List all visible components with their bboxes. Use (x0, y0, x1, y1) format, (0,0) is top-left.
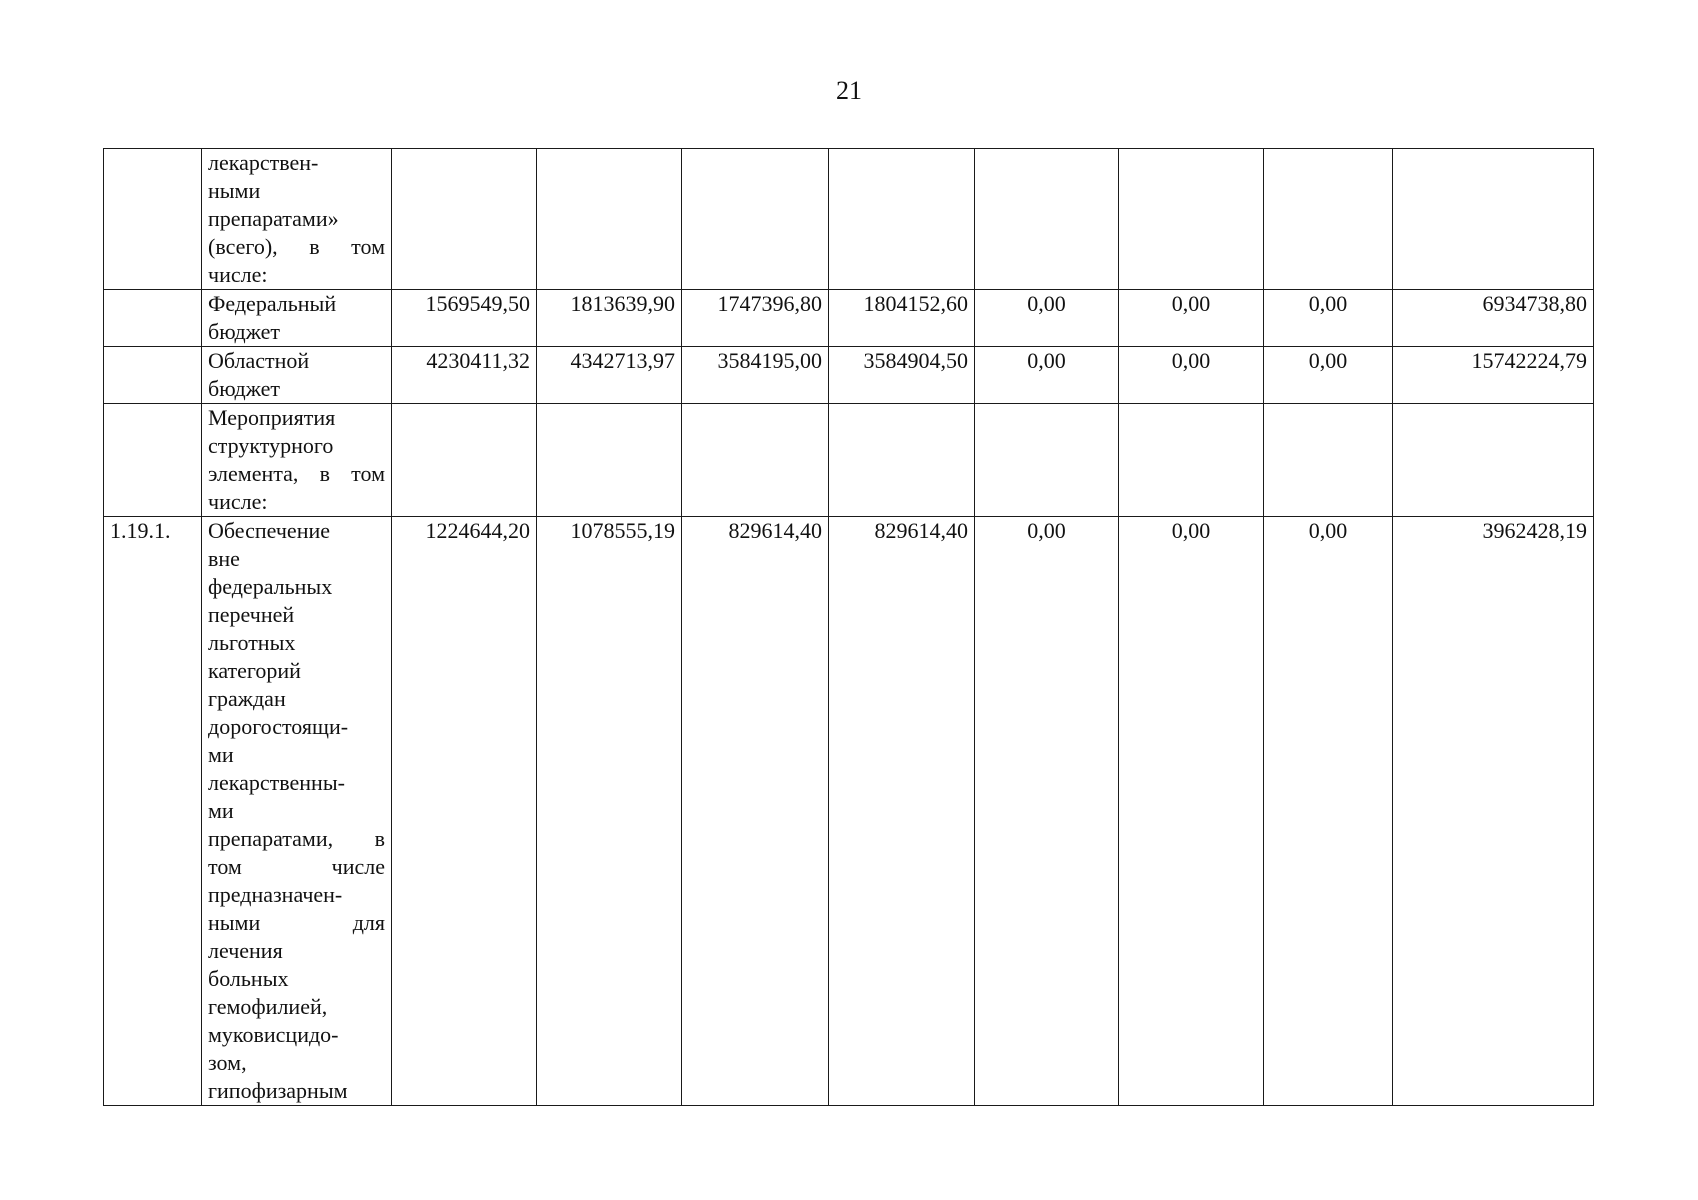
row-name-line: дорогостоящи- (208, 714, 349, 739)
row-name-line: том числе (208, 854, 385, 879)
row-name-line: льготных (208, 630, 296, 655)
budget-table (103, 148, 1594, 1106)
row-name-line: больных (208, 966, 289, 991)
row-name-line: элемента, в том (208, 461, 385, 486)
row-name-line: граждан (208, 686, 286, 711)
value-cell-5: 0,00 (975, 347, 1119, 404)
row-name-line: Обеспечение (208, 518, 330, 543)
value-cell-4 (829, 404, 975, 517)
value-cell-1: 1224644,20 (392, 517, 537, 1106)
row-name-line: федеральных (208, 574, 333, 599)
row-name-line: гемофилией, (208, 994, 328, 1019)
row-name-line: числе: (208, 489, 268, 514)
row-name-line: бюджет (208, 319, 280, 344)
value-cell-3 (682, 149, 829, 290)
row-name-cell (202, 290, 392, 347)
value-cell-8: 6934738,80 (1393, 290, 1594, 347)
value-cell-6: 0,00 (1119, 517, 1264, 1106)
row-name-line: ными для (208, 910, 385, 935)
table-row (104, 404, 1594, 517)
row-name-line: перечней (208, 602, 295, 627)
table-row (104, 517, 1594, 1106)
value-cell-5 (975, 149, 1119, 290)
value-cell-6: 0,00 (1119, 347, 1264, 404)
page-number: 21 (836, 76, 862, 105)
row-name-line: вне (208, 546, 240, 571)
table-row (104, 149, 1594, 290)
row-code-cell (104, 404, 202, 517)
row-name-line: лечения (208, 938, 283, 963)
value-cell-8: 15742224,79 (1393, 347, 1594, 404)
row-name-line: гипофизарным (208, 1078, 348, 1103)
row-name-line: Областной (208, 348, 310, 373)
row-name-cell (202, 517, 392, 1106)
value-cell-6: 0,00 (1119, 290, 1264, 347)
row-name-line: лекарствен- (208, 150, 319, 175)
value-cell-6 (1119, 149, 1264, 290)
row-name-line: препаратами, в (208, 826, 385, 851)
row-name-line: Федеральный (208, 291, 337, 316)
row-name-line: ми (208, 798, 234, 823)
value-cell-4: 829614,40 (829, 517, 975, 1106)
value-cell-3: 1747396,80 (682, 290, 829, 347)
row-name-line: муковисцидо- (208, 1022, 339, 1047)
row-name-line: структурного (208, 433, 334, 458)
value-cell-2 (537, 404, 682, 517)
value-cell-4: 3584904,50 (829, 347, 975, 404)
value-cell-7: 0,00 (1264, 517, 1393, 1106)
row-code-cell (104, 290, 202, 347)
row-name-line: зом, (208, 1050, 247, 1075)
value-cell-2: 1078555,19 (537, 517, 682, 1106)
value-cell-1 (392, 404, 537, 517)
value-cell-4: 1804152,60 (829, 290, 975, 347)
value-cell-1 (392, 149, 537, 290)
row-name-line: Мероприятия (208, 405, 336, 430)
row-name-line: предназначен- (208, 882, 343, 907)
value-cell-2: 4342713,97 (537, 347, 682, 404)
value-cell-7 (1264, 404, 1393, 517)
row-name-line: (всего), в том (208, 234, 385, 259)
row-name-line: лекарственны- (208, 770, 345, 795)
value-cell-5: 0,00 (975, 290, 1119, 347)
row-name-cell (202, 149, 392, 290)
row-name-line: ми (208, 742, 234, 767)
value-cell-7: 0,00 (1264, 290, 1393, 347)
row-name-cell (202, 404, 392, 517)
value-cell-2: 1813639,90 (537, 290, 682, 347)
value-cell-7 (1264, 149, 1393, 290)
row-name-line: ными (208, 178, 261, 203)
value-cell-2 (537, 149, 682, 290)
row-name-line: числе: (208, 262, 268, 287)
value-cell-3 (682, 404, 829, 517)
value-cell-8 (1393, 149, 1594, 290)
value-cell-1: 1569549,50 (392, 290, 537, 347)
value-cell-3: 829614,40 (682, 517, 829, 1106)
value-cell-3: 3584195,00 (682, 347, 829, 404)
value-cell-1: 4230411,32 (392, 347, 537, 404)
value-cell-8 (1393, 404, 1594, 517)
value-cell-5 (975, 404, 1119, 517)
row-name-line: препаратами» (208, 206, 339, 231)
value-cell-4 (829, 149, 975, 290)
value-cell-5: 0,00 (975, 517, 1119, 1106)
row-code-cell (104, 347, 202, 404)
row-name-cell (202, 347, 392, 404)
row-name-line: бюджет (208, 376, 280, 401)
row-code-cell: 1.19.1. (104, 517, 202, 1106)
table-row (104, 290, 1594, 347)
table-row (104, 347, 1594, 404)
value-cell-7: 0,00 (1264, 347, 1393, 404)
row-code-cell (104, 149, 202, 290)
table-body (104, 149, 1594, 1106)
value-cell-6 (1119, 404, 1264, 517)
row-name-line: категорий (208, 658, 301, 683)
value-cell-8: 3962428,19 (1393, 517, 1594, 1106)
